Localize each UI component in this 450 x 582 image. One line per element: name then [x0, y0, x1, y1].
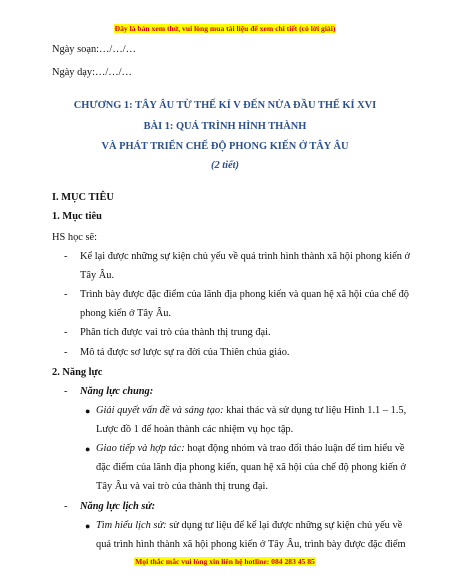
objective-2-line2: phong kiến ở Tây Âu. — [80, 308, 172, 319]
objective-1-line1: Kể lại được những sự kiện chủ yếu về quá trình hình thành xã hội phong kiến ở — [80, 251, 411, 262]
dash-marker: - — [64, 251, 68, 262]
bullet-text: hoạt động nhóm và trao đổi thảo luận để tìm hiểu về — [184, 443, 405, 454]
objective-4: Mô tả được sơ lược sự ra đời của Thiên chúa giáo. — [80, 347, 290, 358]
bullet-text: sử dụng tư liệu để kể lại được những sự kiện chủ yếu về — [166, 520, 403, 531]
bullet-term: Giải quyết vấn đề và sáng tạo: — [96, 405, 224, 416]
history-bullet-1-line1 — [96, 520, 402, 531]
lesson-periods: (2 tiết) — [211, 160, 239, 171]
history-competency-label: Năng lực lịch sử: — [80, 501, 156, 512]
bullet-icon: ● — [85, 444, 91, 454]
dash-marker: - — [64, 501, 68, 512]
general-bullet-2-line1 — [96, 443, 405, 454]
hotline-banner-text: Mọi thắc mắc vui lòng xin liên hệ hotline: 084 283 45 85 — [135, 557, 315, 566]
bullet-term: Tìm hiểu lịch sử: — [96, 520, 167, 531]
date-prepared: Ngày soạn:…/…/… — [52, 44, 136, 55]
lesson-title-cont: VÀ PHÁT TRIỂN CHẾ ĐỘ PHONG KIẾN Ở TÂY ÂU — [101, 141, 349, 152]
general-competency-label: Năng lực chung: — [80, 386, 154, 397]
objective-2-line1: Trình bày được đặc điểm của lãnh địa phong kiến và quan hệ xã hội của chế độ — [80, 289, 410, 300]
bullet-icon: ● — [85, 521, 91, 531]
objective-1-line2: Tây Âu. — [80, 270, 115, 281]
bullet-term: Giao tiếp và hợp tác: — [96, 443, 185, 454]
chapter-title: CHƯƠNG 1: TÂY ÂU TỪ THẾ KỈ V ĐẾN NỬA ĐẦU THẾ KỈ XVI — [73, 100, 377, 111]
history-bullet-1-line2: quá trình hình thành xã hội phong kiến ở Tây Âu, trình bày được đặc điểm — [96, 539, 406, 550]
dash-marker: - — [64, 347, 68, 358]
bullet-icon: ● — [85, 406, 91, 416]
subsection-objectives: 1. Mục tiêu — [52, 211, 102, 222]
date-taught: Ngày dạy:…/…/… — [52, 67, 132, 78]
general-bullet-1-line2: Lược đồ 1 để hoàn thành các nhiệm vụ học tập. — [96, 424, 294, 435]
lesson-title: BÀI 1: QUÁ TRÌNH HÌNH THÀNH — [143, 121, 307, 132]
preview-banner-text: Đây là bản xem thử, vui lòng mua tài liệu để xem chi tiết (có lời giải) — [114, 24, 336, 33]
dash-marker: - — [64, 289, 68, 300]
dash-marker: - — [64, 386, 68, 397]
general-bullet-2-line2: đặc điểm của lãnh địa phong kiến, quan hệ xã hội của chế độ phong kiến ở — [96, 462, 406, 473]
objective-3: Phân tích được vai trò của thành thị trung đại. — [80, 327, 271, 338]
subsection-competencies: 2. Năng lực — [52, 367, 103, 378]
general-bullet-2-line3: Tây Âu và vai trò của thành thị trung đại. — [96, 481, 268, 492]
intro-text: HS học sẽ: — [52, 232, 98, 243]
bullet-text: khai thác và sử dụng tư liệu Hình 1.1 – 1.5, — [223, 405, 407, 416]
section-heading: I. MỤC TIÊU — [52, 192, 114, 203]
general-bullet-1-line1 — [96, 405, 406, 416]
preview-banner — [0, 24, 450, 33]
hotline-banner — [0, 557, 450, 566]
dash-marker: - — [64, 327, 68, 338]
